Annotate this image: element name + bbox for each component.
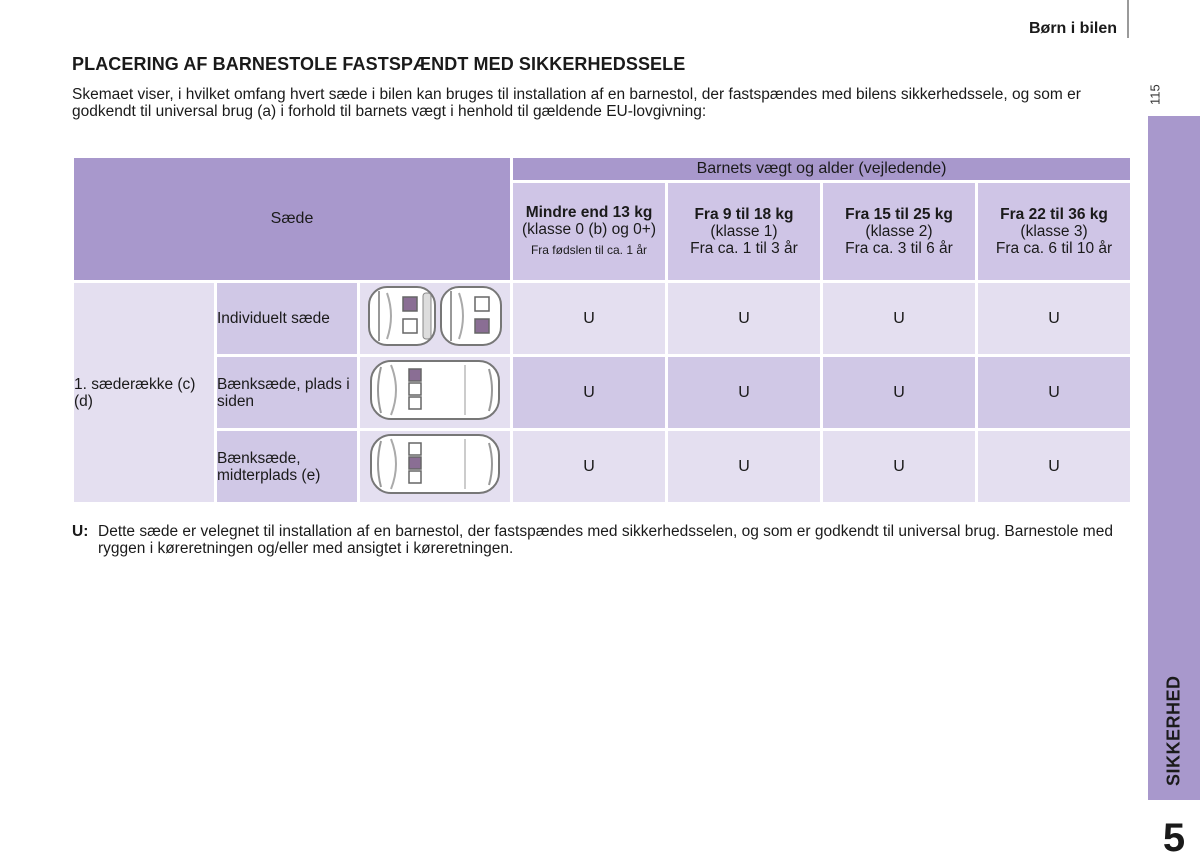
chapter-number: 5 [1162, 816, 1186, 860]
class-header-0 [512, 182, 667, 282]
seat-position-label: Individuelt sæde [216, 282, 359, 356]
class-age: Fra ca. 6 til 10 år [995, 240, 1113, 257]
suitability-cell: U [512, 282, 667, 356]
class-title: Fra 15 til 25 kg [845, 206, 953, 223]
class-title: Fra 9 til 18 kg [694, 206, 794, 223]
suitability-cell: U [667, 356, 822, 430]
child-seat-table [71, 155, 1133, 505]
suitability-cell: U [977, 356, 1132, 430]
legend-key: U: [72, 523, 89, 540]
chapter-sidebar [1148, 116, 1200, 860]
class-note: Fra fødslen til ca. 1 år [530, 243, 648, 257]
section-title: Børn i bilen [1029, 20, 1117, 37]
two-car-topview-single-seats-icon [359, 282, 512, 356]
class-group: (klasse 3) [1020, 223, 1088, 240]
suitability-cell: U [667, 282, 822, 356]
seat-position-label: Bænksæde, midterplads (e) [216, 430, 359, 504]
seat-column-header: Sæde [73, 157, 512, 282]
class-header-2 [822, 182, 977, 282]
weight-age-header: Barnets vægt og alder (vejledende) [512, 157, 1132, 182]
class-age: Fra ca. 1 til 3 år [690, 240, 798, 257]
chapter-label: SIKKERHED [1163, 675, 1184, 787]
suitability-cell: U [977, 282, 1132, 356]
class-header-1 [667, 182, 822, 282]
page-title: PLACERING AF BARNESTOLE FASTSPÆNDT MED SIKKERHEDSSELE [72, 54, 686, 74]
suitability-cell: U [512, 430, 667, 504]
car-topview-bench-side-icon [359, 356, 512, 430]
class-age: Fra ca. 3 til 6 år [845, 240, 953, 257]
class-title: Fra 22 til 36 kg [1000, 206, 1108, 223]
suitability-cell: U [512, 356, 667, 430]
suitability-cell: U [977, 430, 1132, 504]
seat-position-label: Bænksæde, plads i siden [216, 356, 359, 430]
class-group: (klasse 0 (b) og 0+) [522, 221, 656, 238]
class-group: (klasse 1) [710, 223, 778, 240]
legend [72, 523, 1132, 557]
class-header-3 [977, 182, 1132, 282]
intro-paragraph: Skemaet viser, i hvilket omfang hvert sæde i bilen kan bruges til installation af en barnestol, der fastspændes med bilens sikkerhedssele, og som er godkendt til universal brug (a) i forhold til barnets vægt i henhold til gældende EU-lovgivning: [72, 86, 1081, 120]
seat-row-label: 1. sæderække (c) (d) [73, 282, 216, 504]
suitability-cell: U [667, 430, 822, 504]
header-divider [1127, 0, 1129, 38]
class-title: Mindre end 13 kg [525, 204, 653, 221]
legend-text: Dette sæde er velegnet til installation af en barnestol, der fastspændes med sikkerhedsselen, og som er godkendt til universal brug. Barnestole med ryggen i køreretningen og/eller med ansigtet i køreretningen. [98, 523, 1113, 557]
suitability-cell: U [822, 356, 977, 430]
class-group: (klasse 2) [865, 223, 933, 240]
suitability-cell: U [822, 430, 977, 504]
page-number: 115 [1147, 84, 1163, 106]
car-topview-bench-middle-icon [359, 430, 512, 504]
suitability-cell: U [822, 282, 977, 356]
